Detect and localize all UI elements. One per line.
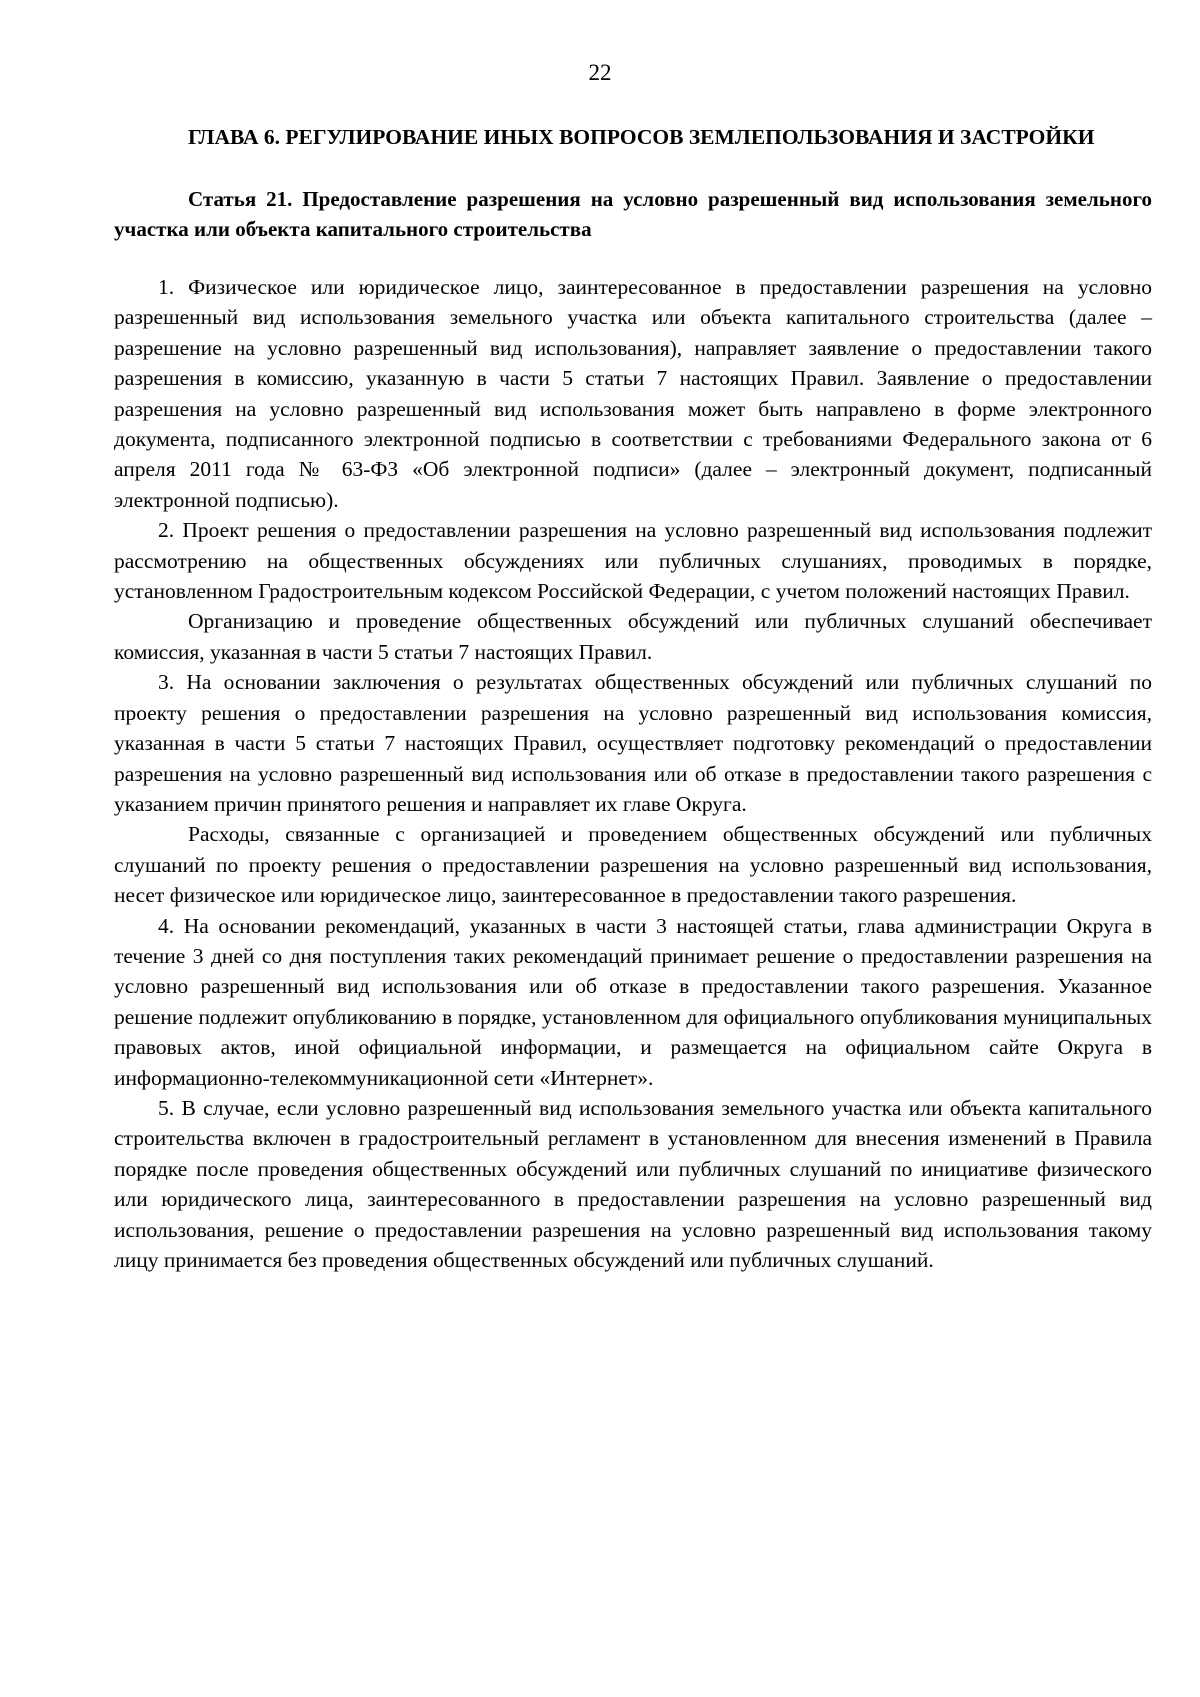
document-content	[114, 122, 1152, 1275]
article-body	[114, 272, 1152, 1275]
chapter-title: ГЛАВА 6. РЕГУЛИРОВАНИЕ ИНЫХ ВОПРОСОВ ЗЕМЛЕПОЛЬЗОВАНИЯ И ЗАСТРОЙКИ	[188, 125, 1095, 149]
paragraph-5: 5. В случае, если условно разрешенный вид использования земельного участка или объекта капитального строительства включен в градостроительный регламент в установленном для внесения изменений в Правила порядке после проведения общественных обсуждений или публичных слушаний по инициативе физического или юридического лица, заинтересованного в предоставлении разрешения на условно разрешенный вид использования, решение о предоставлении разрешения на условно разрешенный вид использования такому лицу принимается без проведения общественных обсуждений или публичных слушаний.	[114, 1095, 1152, 1272]
paragraph-1: 1. Физическое или юридическое лицо, заинтересованное в предоставлении разрешения на условно разрешенный вид использования земельного участка или объекта капитального строительства (далее – разрешение на условно разрешенный вид использования), направляет заявление о предоставлении такого разрешения в комиссию, указанную в части 5 статьи 7 настоящих Правил. Заявление о предоставлении разрешения на условно разрешенный вид использования может быть направлено в форме электронного документа, подписанного электронной подписью в соответствии с требованиями Федерального закона от 6 апреля 2011 года № 63-ФЗ «Об электронной подписи» (далее – электронный документ, подписанный электронной подписью).	[114, 275, 1152, 512]
paragraph-2-continuation: Организацию и проведение общественных обсуждений или публичных слушаний обеспечивает комиссия, указанная в части 5 статьи 7 настоящих Правил.	[114, 609, 1152, 664]
paragraph-3: 3. На основании заключения о результатах общественных обсуждений или публичных слушаний по проекту решения о предоставлении разрешения на условно разрешенный вид использования комиссия, указанная в части 5 статьи 7 настоящих Правил, осуществляет подготовку рекомендаций о предоставлении разрешения на условно разрешенный вид использования или об отказе в предоставлении такого разрешения с указанием причин принятого решения и направляет их главе Округа.	[114, 670, 1152, 816]
paragraph-3-continuation: Расходы, связанные с организацией и проведением общественных обсуждений или публичных слушаний по проекту решения о предоставлении разрешения на условно разрешенный вид использования, несет физическое или юридическое лицо, заинтересованное в предоставлении такого разрешения.	[114, 822, 1152, 908]
paragraph-2: 2. Проект решения о предоставлении разрешения на условно разрешенный вид использования подлежит рассмотрению на общественных обсуждениях или публичных слушаниях, проводимых в порядке, установленном Градостроительным кодексом Российской Федерации, с учетом положений настоящих Правил.	[114, 518, 1152, 604]
paragraph-4: 4. На основании рекомендаций, указанных в части 3 настоящей статьи, глава администрации Округа в течение 3 дней со дня поступления таких рекомендаций принимает решение о предоставлении разрешения на условно разрешенный вид использования или об отказе в предоставлении такого разрешения. Указанное решение подлежит опубликованию в порядке, установленном для официального опубликования муниципальных правовых актов, иной официальной информации, и размещается на официальном сайте Округа в информационно-телекоммуникационной сети «Интернет».	[114, 913, 1152, 1090]
article-title: Статья 21. Предоставление разрешения на условно разрешенный вид использования земельного участка или объекта капитального строительства	[114, 187, 1152, 241]
page-number: 22	[588, 60, 612, 85]
